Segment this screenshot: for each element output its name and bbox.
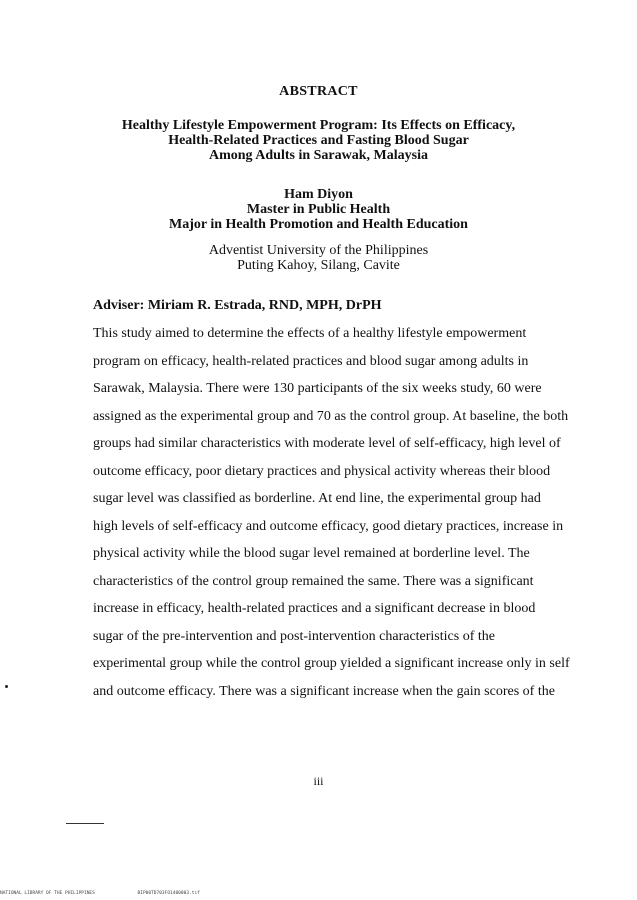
body-line: outcome efficacy, poor dietary practices and physical activity whereas their blood <box>93 463 551 479</box>
body-line: sugar level was classified as borderline. At end line, the experimental group had <box>93 491 541 506</box>
body-line: This study aimed to determine the effects of a healthy lifestyle empowerment <box>93 326 527 341</box>
body-line: Sarawak, Malaysia. There were 130 participants of the six weeks study, 60 were <box>93 381 542 396</box>
abstract-heading: ABSTRACT <box>279 84 358 99</box>
body-line: groups had similar characteristics with moderate level of self-efficacy, high level of <box>93 436 561 451</box>
scan-footer-code: BIP00TD703FO1400003.tif <box>137 891 200 896</box>
body-line: physical activity while the blood sugar level remained at borderline level. The <box>93 546 530 561</box>
scan-footer-library: NATIONAL LIBRARY OF THE PHILIPPINES <box>0 891 95 896</box>
abstract-body <box>93 320 570 705</box>
page-number: iii <box>313 774 324 788</box>
author-name: Ham Diyon <box>284 187 353 202</box>
body-line: assigned as the experimental group and 70 as the control group. At baseline, the both <box>93 408 569 424</box>
author-major: Major in Health Promotion and Health Education <box>169 217 468 232</box>
body-line: and outcome efficacy. There was a significant increase when the gain scores of the <box>93 683 555 699</box>
thesis-title-line-2: Health-Related Practices and Fasting Blood Sugar <box>168 133 469 148</box>
author-degree: Master in Public Health <box>246 202 391 217</box>
thesis-title-line-3: Among Adults in Sarawak, Malaysia <box>209 148 428 163</box>
body-line: experimental group while the control group yielded a significant increase only in self <box>93 656 570 671</box>
scan-footer <box>0 891 240 896</box>
body-line: increase in efficacy, health-related practices and a significant decrease in blood <box>93 601 536 616</box>
university-address: Puting Kahoy, Silang, Cavite <box>237 258 400 273</box>
thesis-title-line-1: Healthy Lifestyle Empowerment Program: Its Effects on Efficacy, <box>121 118 516 133</box>
body-line: high levels of self-efficacy and outcome efficacy, good dietary practices, increase in <box>93 518 564 534</box>
scan-speck <box>5 685 8 688</box>
university-name: Adventist University of the Philippines <box>208 243 429 258</box>
body-line: sugar of the pre-intervention and post-intervention characteristics of the <box>93 628 495 644</box>
body-line: program on efficacy, health-related practices and blood sugar among adults in <box>93 353 529 369</box>
adviser-line: Adviser: Miriam R. Estrada, RND, MPH, DrPH <box>93 298 382 313</box>
body-line: characteristics of the control group remained the same. There was a significant <box>93 573 534 589</box>
footer-rule <box>66 823 104 824</box>
